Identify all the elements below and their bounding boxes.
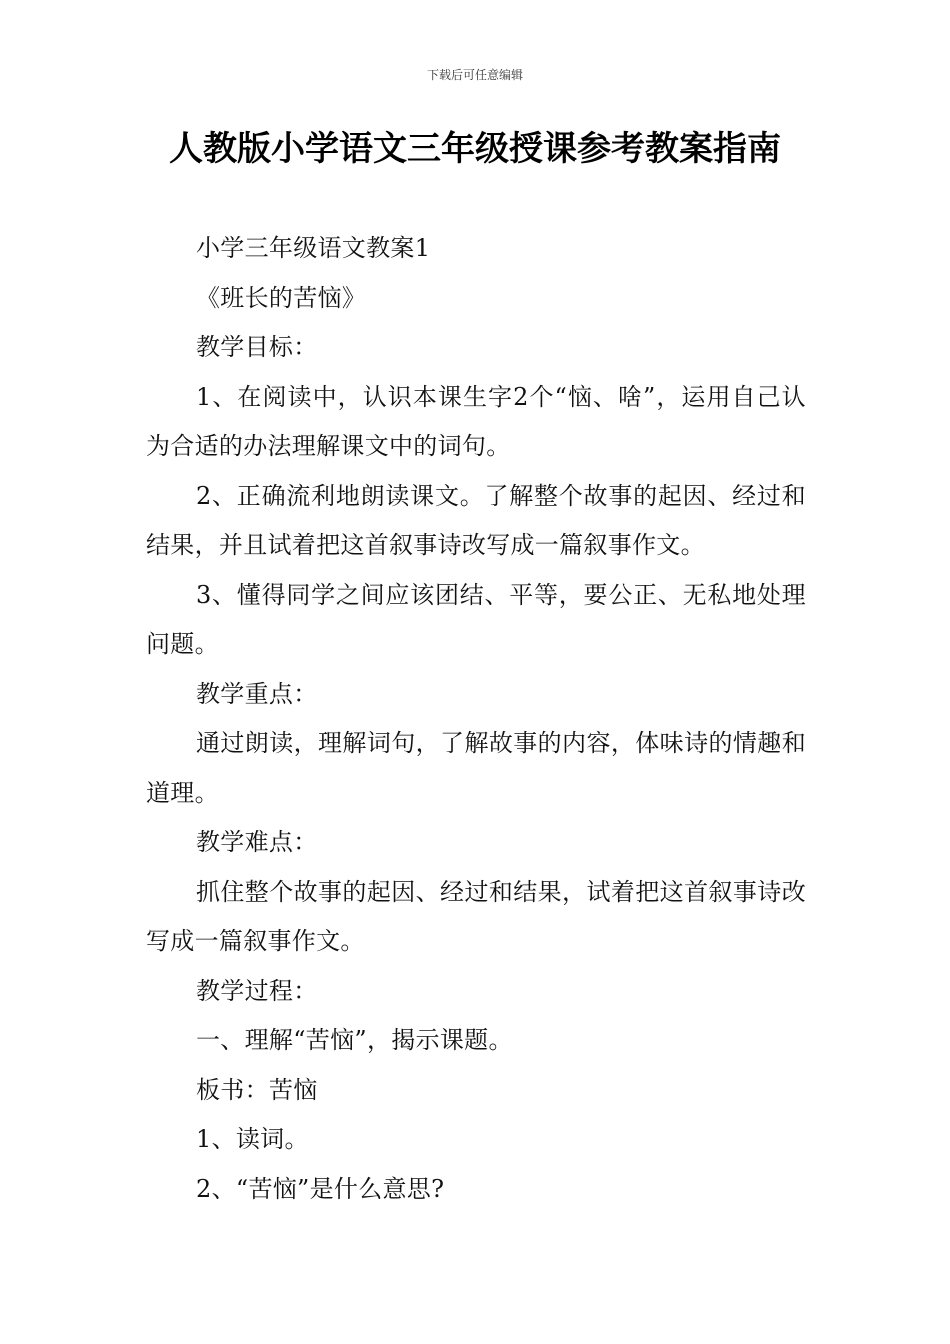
document-body (146, 224, 806, 1214)
section-heading-key-points: 教学重点： (196, 679, 318, 708)
header-note: 下载后可任意编辑 (426, 68, 523, 82)
objective-item-2: 2、正确流利地朗读课文。了解整个故事的起因、经过和结果，并且试着把这首叙事诗改写成一篇叙事作文。 (146, 481, 806, 559)
section-heading-difficulties: 教学难点： (196, 828, 318, 856)
blackboard-note: 板书：苦恼 (196, 1075, 318, 1104)
lesson-heading: 小学三年级语文教案1 (196, 234, 431, 262)
difficulties-text: 抓住整个故事的起因、经过和结果，试着把这首叙事诗改写成一篇叙事作文。 (146, 877, 806, 955)
document-title: 人教版小学语文三年级授课参考教案指南 (169, 129, 781, 169)
key-points-text: 通过朗读，理解词句，了解故事的内容，体味诗的情趣和道理。 (146, 729, 806, 807)
process-substep-2: 2、“苦恼”是什么意思? (196, 1174, 445, 1203)
section-heading-objectives: 教学目标： (196, 333, 318, 361)
process-substep-1: 1、读词。 (196, 1125, 309, 1153)
lesson-name: 《班长的苦恼》 (196, 283, 367, 312)
objective-item-3: 3、懂得同学之间应该团结、平等，要公正、无私地处理问题。 (146, 580, 806, 658)
process-step-1: 一、理解“苦恼”，揭示课题。 (196, 1026, 513, 1054)
objective-item-1: 1、在阅读中，认识本课生字2个“恼、啥”，运用自己认为合适的办法理解课文中的词句。 (146, 382, 806, 460)
section-heading-process: 教学过程： (196, 976, 318, 1005)
